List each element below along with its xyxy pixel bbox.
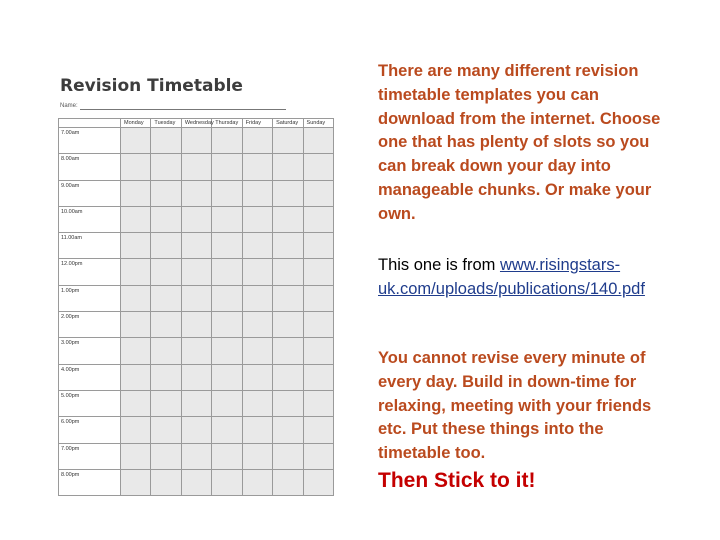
timetable-name-line	[80, 109, 286, 110]
timetable-slot	[242, 312, 272, 338]
timetable-slot	[303, 206, 333, 232]
time-label: 1.00pm	[59, 285, 121, 311]
paragraph-templates: There are many different revision timetable templates you can download from the internet. Choose one that has plenty of slots so you can break down your day into manageable chunks. Or make your own.	[378, 62, 661, 223]
timetable-slot	[273, 233, 303, 259]
source-link[interactable]: www.risingstars-uk.com/uploads/publications/140.pdf	[378, 256, 645, 298]
time-label: 12.00pm	[59, 259, 121, 285]
timetable-slot	[121, 312, 151, 338]
timetable-slot	[181, 128, 211, 154]
timetable-slot	[242, 154, 272, 180]
timetable-slot	[242, 206, 272, 232]
timetable-slot	[121, 364, 151, 390]
day-header: Tuesday	[151, 119, 181, 128]
timetable-slot	[242, 259, 272, 285]
paragraph-source	[378, 254, 678, 302]
timetable-slot	[303, 443, 333, 469]
timetable-slot	[121, 128, 151, 154]
timetable-slot	[121, 206, 151, 232]
timetable-slot	[151, 154, 181, 180]
timetable-slot	[303, 233, 333, 259]
timetable-slot	[212, 469, 242, 495]
time-label: 7.00pm	[59, 443, 121, 469]
timetable-slot	[181, 285, 211, 311]
timetable-row	[59, 259, 334, 285]
timetable-slot	[121, 259, 151, 285]
timetable-slot	[273, 443, 303, 469]
timetable-row	[59, 312, 334, 338]
timetable-slot	[151, 128, 181, 154]
timetable-slot	[273, 259, 303, 285]
timetable-slot	[121, 285, 151, 311]
timetable-slot	[151, 312, 181, 338]
timetable-slot	[151, 285, 181, 311]
timetable-slot	[273, 417, 303, 443]
timetable-slot	[151, 233, 181, 259]
timetable-slot	[303, 128, 333, 154]
timetable-row	[59, 469, 334, 495]
timetable-row	[59, 206, 334, 232]
timetable-slot	[181, 233, 211, 259]
timetable-row	[59, 390, 334, 416]
timetable-row	[59, 180, 334, 206]
timetable-row	[59, 443, 334, 469]
timetable-name-label: Name:	[60, 103, 78, 109]
timetable-slot	[151, 206, 181, 232]
timetable-slot	[151, 443, 181, 469]
timetable-slot	[121, 154, 151, 180]
timetable-slot	[121, 390, 151, 416]
timetable-slot	[181, 154, 211, 180]
timetable-slot	[151, 417, 181, 443]
timetable-row	[59, 338, 334, 364]
revision-timetable-image	[58, 70, 338, 478]
timetable-slot	[303, 364, 333, 390]
timetable-slot	[303, 154, 333, 180]
time-label: 8.00am	[59, 154, 121, 180]
timetable-slot	[242, 469, 272, 495]
timetable-slot	[181, 338, 211, 364]
time-label: 2.00pm	[59, 312, 121, 338]
timetable-slot	[212, 259, 242, 285]
timetable-row	[59, 364, 334, 390]
timetable-slot	[242, 390, 272, 416]
timetable-slot	[273, 154, 303, 180]
timetable-slot	[181, 206, 211, 232]
timetable-slot	[181, 180, 211, 206]
day-header: Thursday	[212, 119, 242, 128]
timetable-slot	[181, 259, 211, 285]
timetable-slot	[212, 206, 242, 232]
timetable-header-row	[59, 119, 334, 128]
timetable-slot	[121, 338, 151, 364]
timetable-slot	[212, 390, 242, 416]
timetable-slot	[121, 417, 151, 443]
time-label: 7.00am	[59, 128, 121, 154]
timetable-slot	[303, 469, 333, 495]
timetable-slot	[151, 364, 181, 390]
timetable-title: Revision Timetable	[60, 76, 243, 96]
time-label: 4.00pm	[59, 364, 121, 390]
timetable-slot	[303, 417, 333, 443]
timetable-slot	[181, 312, 211, 338]
timetable-body	[59, 128, 334, 496]
timetable-slot	[212, 312, 242, 338]
timetable-slot	[212, 233, 242, 259]
timetable-slot	[273, 180, 303, 206]
timetable-slot	[303, 390, 333, 416]
timetable-slot	[273, 128, 303, 154]
stick-to-it-heading: Then Stick to it!	[378, 469, 536, 492]
day-header: Friday	[242, 119, 272, 128]
timetable-slot	[242, 338, 272, 364]
timetable-slot	[303, 259, 333, 285]
timetable-grid	[58, 118, 334, 496]
timetable-slot	[273, 285, 303, 311]
timetable-slot	[273, 469, 303, 495]
timetable-slot	[242, 443, 272, 469]
timetable-slot	[212, 154, 242, 180]
timetable-slot	[212, 364, 242, 390]
timetable-slot	[242, 417, 272, 443]
timetable-slot	[242, 128, 272, 154]
timetable-slot	[212, 417, 242, 443]
timetable-slot	[181, 443, 211, 469]
timetable-row	[59, 154, 334, 180]
timetable-slot	[303, 312, 333, 338]
time-label: 11.00am	[59, 233, 121, 259]
timetable-slot	[212, 285, 242, 311]
timetable-slot	[242, 364, 272, 390]
timetable-slot	[181, 364, 211, 390]
timetable-row	[59, 233, 334, 259]
time-label: 8.00pm	[59, 469, 121, 495]
timetable-slot	[151, 338, 181, 364]
time-label: 3.00pm	[59, 338, 121, 364]
timetable-row	[59, 285, 334, 311]
paragraph-downtime: You cannot revise every minute of every day. Build in down-time for relaxing, meeting with your friends etc. Put these things into the timetable too.	[378, 349, 652, 463]
timetable-slot	[303, 180, 333, 206]
timetable-slot	[303, 285, 333, 311]
timetable-slot	[212, 443, 242, 469]
timetable-slot	[181, 390, 211, 416]
timetable-slot	[151, 180, 181, 206]
timetable-row	[59, 417, 334, 443]
timetable-slot	[151, 469, 181, 495]
timetable-slot	[151, 390, 181, 416]
timetable-slot	[303, 338, 333, 364]
time-label: 10.00am	[59, 206, 121, 232]
timetable-slot	[181, 417, 211, 443]
timetable-slot	[121, 180, 151, 206]
timetable-slot	[273, 338, 303, 364]
timetable-slot	[242, 285, 272, 311]
time-label: 5.00pm	[59, 390, 121, 416]
timetable-slot	[212, 338, 242, 364]
timetable-slot	[273, 390, 303, 416]
timetable-slot	[181, 469, 211, 495]
timetable-slot	[242, 233, 272, 259]
timetable-slot	[273, 206, 303, 232]
timetable-slot	[151, 259, 181, 285]
timetable-slot	[212, 128, 242, 154]
time-label: 9.00am	[59, 180, 121, 206]
time-label: 6.00pm	[59, 417, 121, 443]
timetable-slot	[212, 180, 242, 206]
day-header: Saturday	[273, 119, 303, 128]
timetable-slot	[273, 312, 303, 338]
timetable-slot	[242, 180, 272, 206]
timetable-slot	[273, 364, 303, 390]
timetable-slot	[121, 443, 151, 469]
timetable-row	[59, 128, 334, 154]
timetable-slot	[121, 469, 151, 495]
timetable-slot	[121, 233, 151, 259]
source-prefix: This one is from	[378, 256, 500, 274]
timetable-corner-cell	[59, 119, 121, 128]
day-header: Wednesday	[181, 119, 211, 128]
day-header: Sunday	[303, 119, 333, 128]
day-header: Monday	[121, 119, 151, 128]
